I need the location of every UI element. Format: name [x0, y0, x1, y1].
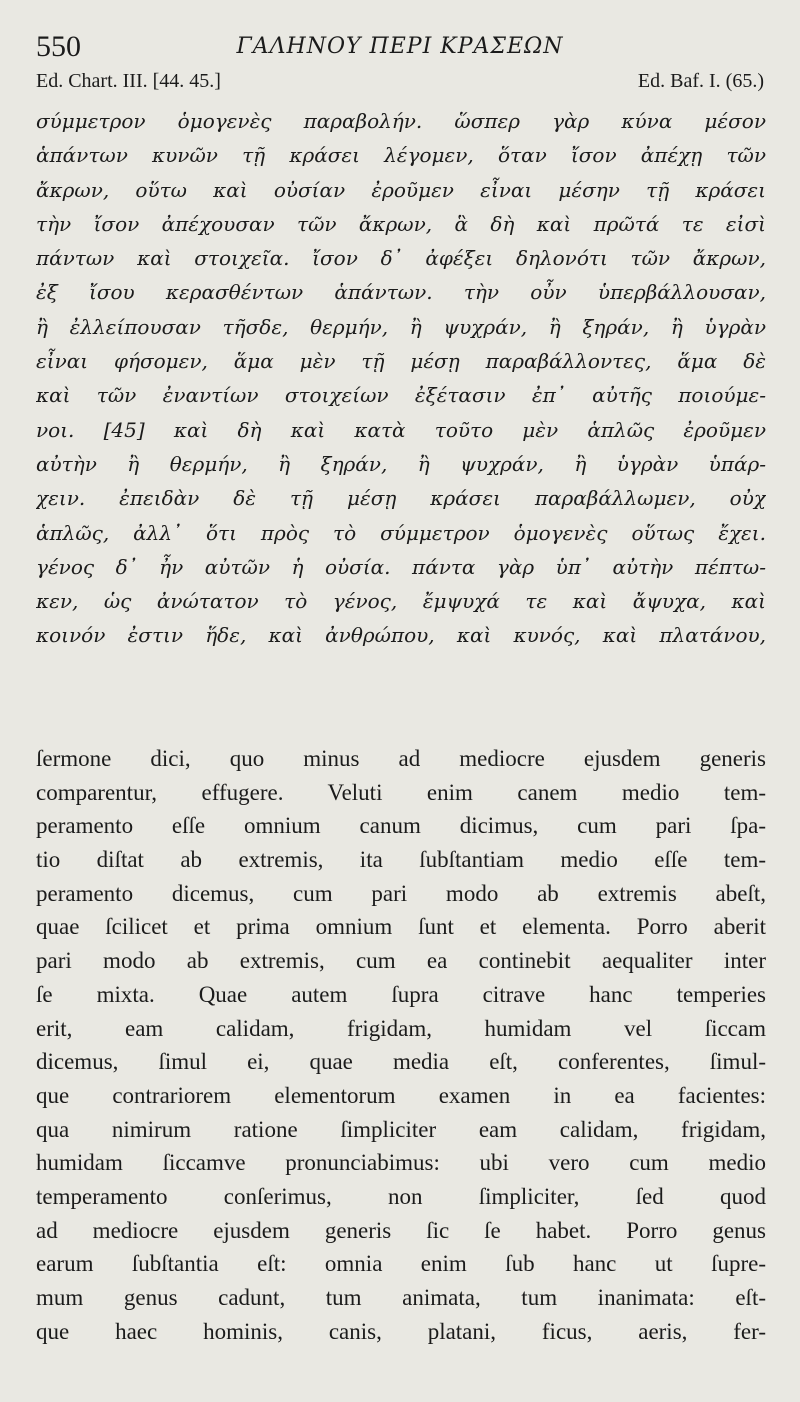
latin-line: peramento dicemus, cum pari modo ab extremis abeſt, [36, 880, 766, 906]
greek-line: κοινόν ἐστιν ἥδε, καὶ ἀνθρώπου, καὶ κυνός, καὶ πλατάνου, [36, 623, 766, 648]
latin-text-block [36, 742, 766, 1348]
greek-line: χειν. ἐπειδὰν δὲ τῇ μέσῃ κράσει παραβάλλωμεν, οὐχ [36, 486, 766, 511]
latin-line: qua nimirum ratione ſimpliciter eam calidam, frigidam, [36, 1116, 766, 1142]
greek-text-block [36, 104, 766, 653]
greek-line: ἁπάντων κυνῶν τῇ κράσει λέγομεν, ὅταν ἴσον ἀπέχῃ τῶν [36, 143, 766, 168]
latin-line: ad mediocre ejusdem generis ſic ſe habet. Porro genus [36, 1217, 766, 1243]
greek-line: εἶναι φήσομεν, ἅμα μὲν τῇ μέσῃ παραβάλλοντες, ἅμα δὲ [36, 349, 766, 374]
latin-line: humidam ſiccamve pronunciabimus: ubi vero cum medio [36, 1150, 766, 1176]
latin-line: erit, eam calidam, frigidam, humidam vel ſiccam [36, 1015, 766, 1041]
latin-line: ſermone dici, quo minus ad mediocre ejusdem generis [36, 746, 766, 771]
greek-line: ἄκρων, οὕτω καὶ οὐσίαν ἐροῦμεν εἶναι μέσην τῇ κράσει [36, 177, 766, 202]
greek-line: καὶ τῶν ἐναντίων στοιχείων ἐξέτασιν ἐπ᾽ αὐτῆς ποιούμε- [36, 383, 766, 408]
latin-line: que haec hominis, canis, platani, ficus, aeris, fer- [36, 1318, 766, 1344]
greek-line: γένος δ᾽ ἦν αὐτῶν ἡ οὐσία. πάντα γὰρ ὑπ᾽ αὐτὴν πέπτω- [36, 554, 766, 579]
edition-reference-left: Ed. Chart. III. [44. 45.] [36, 70, 221, 92]
greek-line: ἐξ ἴσου κερασθέντων ἁπάντων. τὴν οὖν ὑπερβάλλουσαν, [36, 280, 766, 305]
greek-line: πάντων καὶ στοιχεῖα. ἴσον δ᾽ ἀφέξει δηλονότι τῶν ἄκρων, [36, 246, 766, 271]
latin-line: quae ſcilicet et prima omnium ſunt et elementa. Porro aberit [36, 914, 766, 940]
latin-line: ſe mixta. Quae autem ſupra citrave hanc temperies [36, 981, 766, 1007]
page-header [36, 30, 764, 64]
greek-line: αὐτὴν ἢ θερμήν, ἢ ξηράν, ἢ ψυχράν, ἢ ὑγρὰν ὑπάρ- [36, 451, 766, 476]
latin-line: dicemus, ſimul ei, quae media eſt, conferentes, ſimul- [36, 1049, 766, 1075]
greek-line: νοι. [45] καὶ δὴ καὶ κατὰ τοῦτο μὲν ἁπλῶς ἐροῦμεν [36, 417, 766, 442]
latin-line: mum genus cadunt, tum animata, tum inanimata: eſt- [36, 1285, 766, 1310]
greek-line: ἢ ἐλλείπουσαν τῆσδε, θερμήν, ἢ ψυχράν, ἢ ξηράν, ἢ ὑγρὰν [36, 314, 766, 339]
edition-reference-right: Ed. Baf. I. (65.) [637, 70, 764, 92]
latin-line: que contrariorem elementorum examen in ea facientes: [36, 1082, 766, 1108]
page-number: 550 [36, 30, 81, 63]
latin-line: tio diſtat ab extremis, ita ſubſtantiam medio eſſe tem- [36, 847, 766, 873]
latin-line: comparentur, effugere. Veluti enim canem medio tem- [36, 779, 766, 805]
greek-line: ἁπλῶς, ἀλλ᾽ ὅτι πρὸς τὸ σύμμετρον ὁμογενὲς οὕτως ἔχει. [36, 520, 766, 545]
running-title: ΓΑΛΗΝΟΥ ΠΕΡΙ ΚΡΑΣΕΩΝ [236, 34, 564, 59]
greek-line: σύμμετρον ὁμογενὲς παραβολήν. ὥσπερ γὰρ κύνα μέσον [36, 109, 766, 133]
latin-line: earum ſubſtantia eſt: omnia enim ſub hanc ut ſupre- [36, 1251, 766, 1277]
latin-line: temperamento conſerimus, non ſimpliciter, ſed quod [36, 1183, 766, 1209]
latin-line: pari modo ab extremis, cum ea continebit aequaliter inter [36, 948, 766, 974]
latin-line: peramento eſſe omnium canum dicimus, cum pari ſpa- [36, 813, 766, 839]
greek-line: τὴν ἴσον ἀπέχουσαν τῶν ἄκρων, ἃ δὴ καὶ πρῶτά τε εἰσὶ [36, 211, 766, 236]
edition-reference-line [36, 70, 764, 98]
greek-line: κεν, ὡς ἀνώτατον τὸ γένος, ἔμψυχά τε καὶ ἄψυχα, καὶ [36, 589, 766, 614]
